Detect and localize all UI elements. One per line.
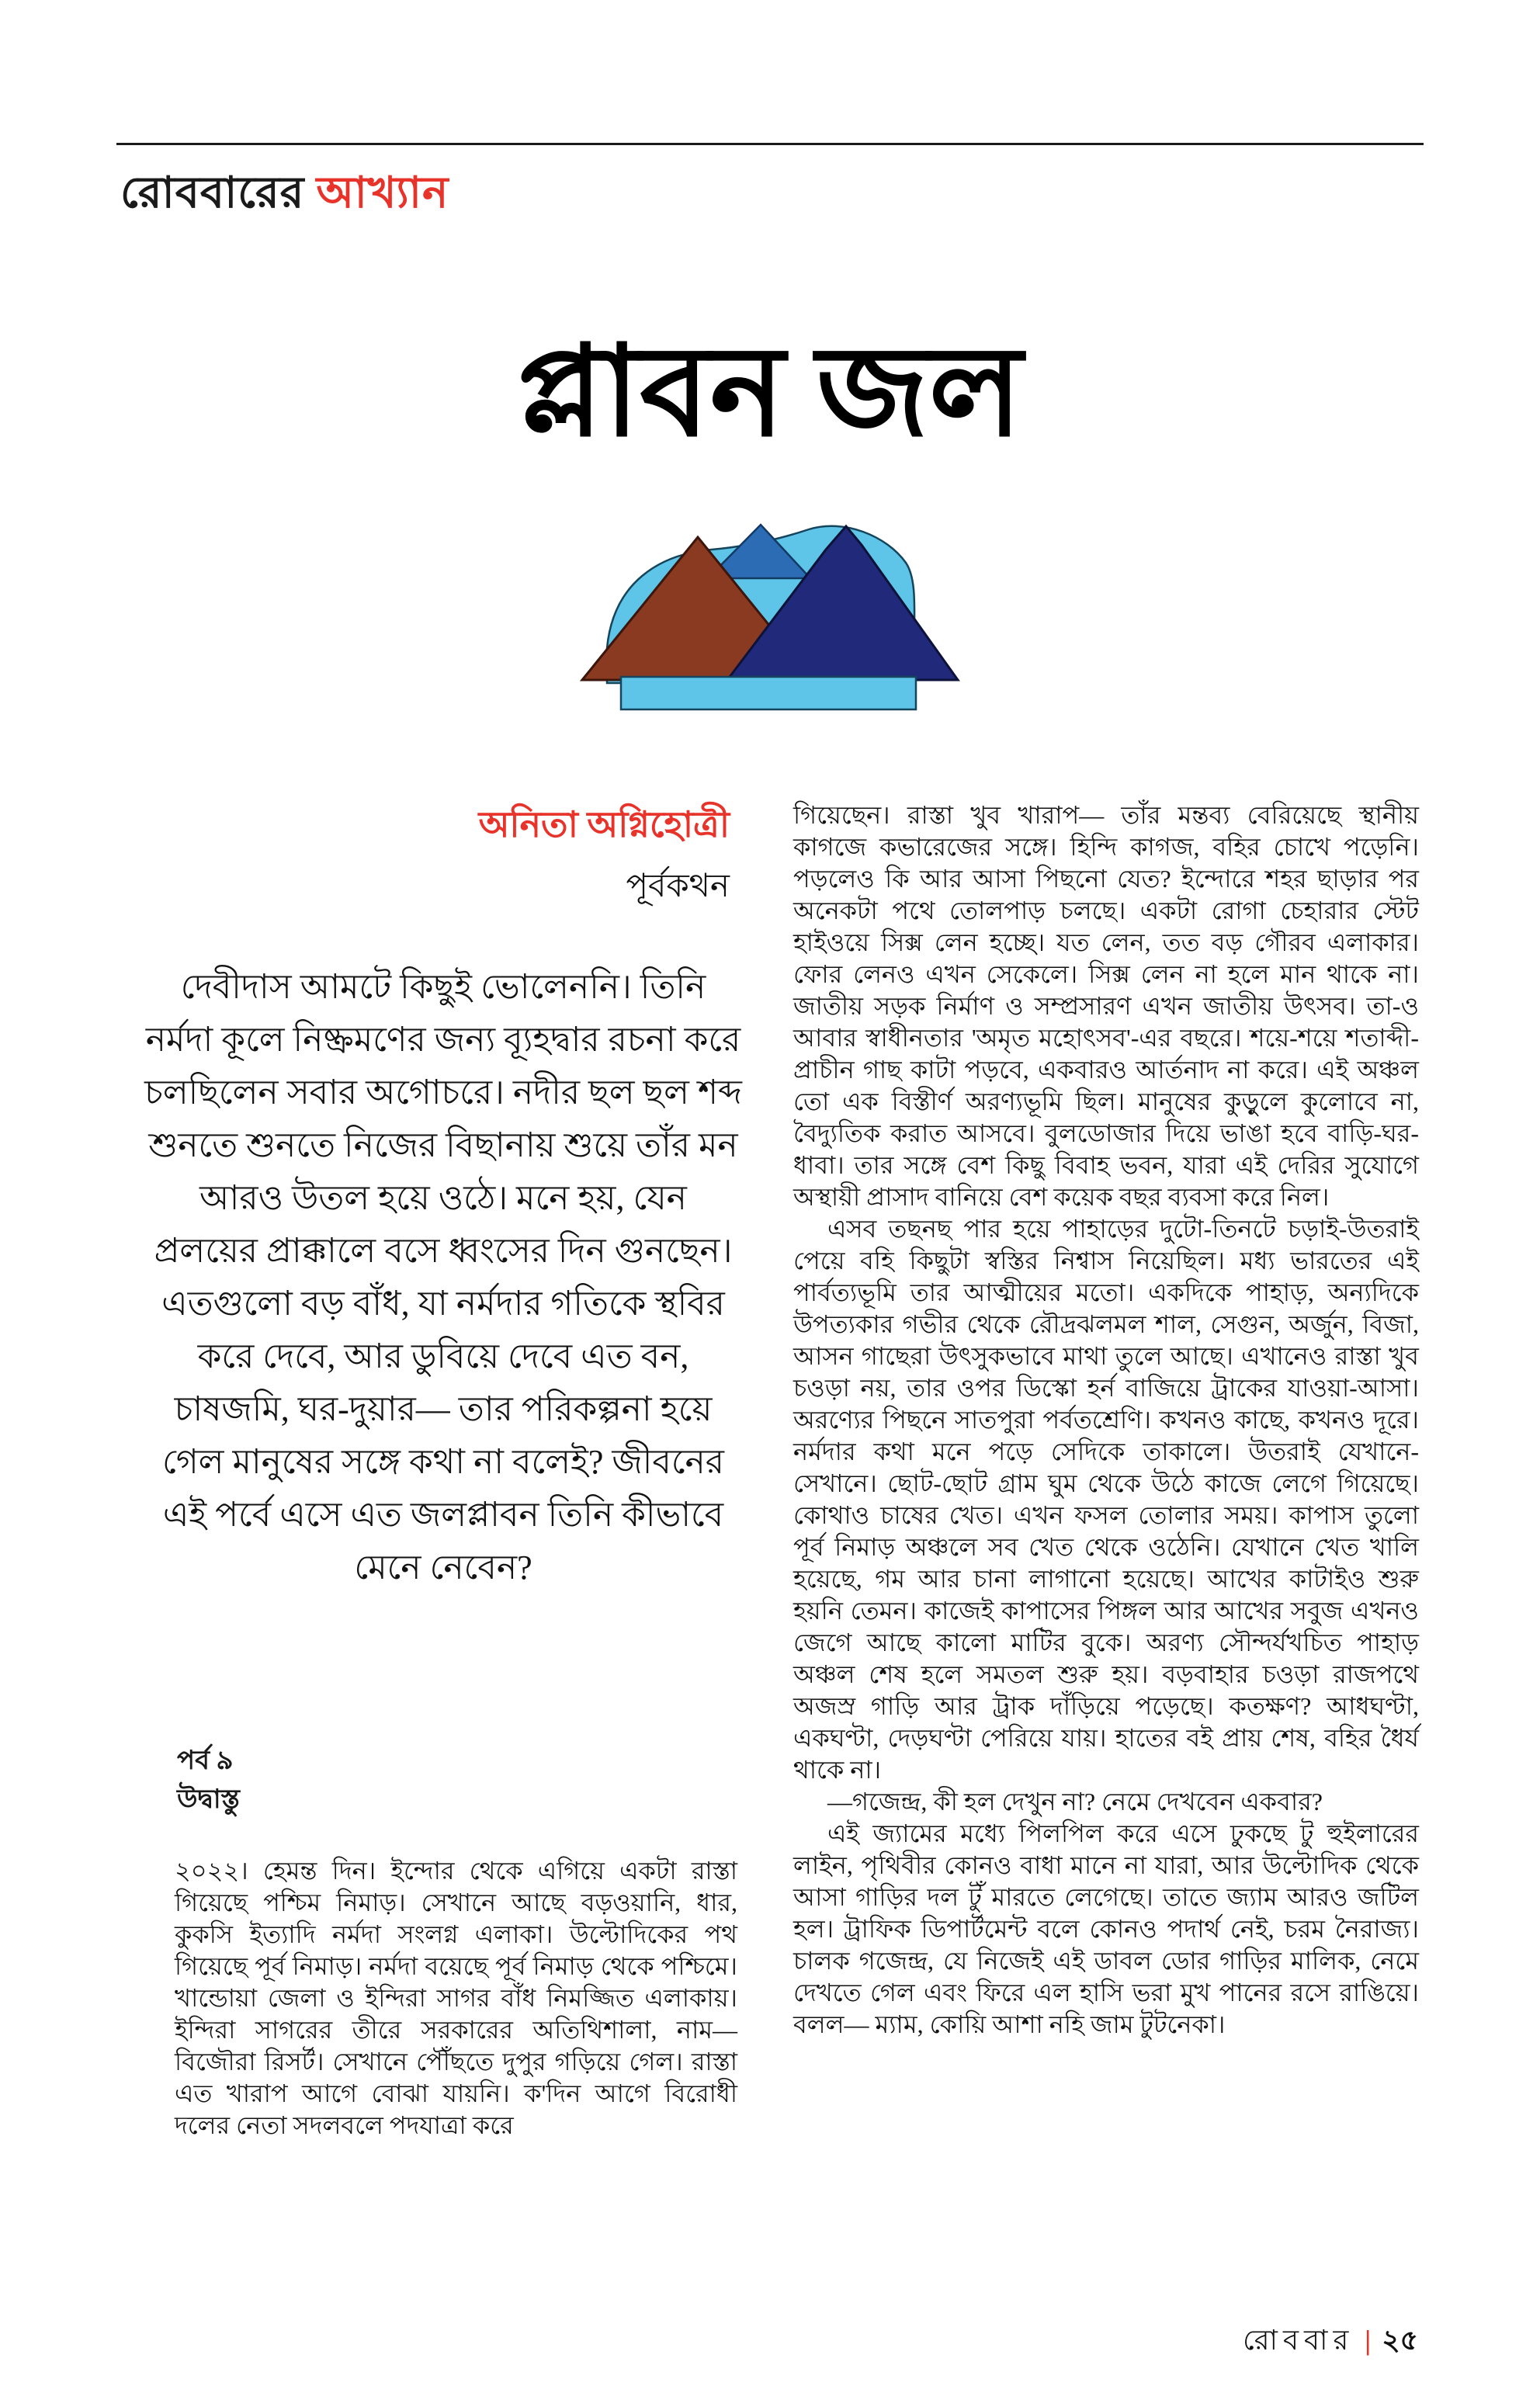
body-paragraph: গিয়েছেন। রাস্তা খুব খারাপ— তাঁর মন্তব্য বেরিয়েছে স্থানীয় কাগজে কভারেজের সঙ্গে। হিন্দি কাগজ, বহির চোখে পড়েনি। পড়লেও কি আর আসা পিছনো যেত? ইন্দোরে শহর ছাড়ার পর অনেকটা পথে তোলপাড় চলছে। একটা রোগা চেহারার স্টেট হাইওয়ে সিক্স লেন হচ্ছে। যত লেন, তত বড় গৌরব এলাকার। ফোর লেনও এখন সেকেলে। সিক্স লেন না হলে মান থাকে না। জাতীয় সড়ক নির্মাণ ও সম্প্রসারণ এখন জাতীয় উৎসব। তা-ও আবার স্বাধীনতার 'অমৃত মহোৎসব'-এর বছরে। শয়ে-শয়ে শতাব্দী-প্রাচীন গাছ কাটা পড়বে, একবারও আর্তনাদ না করে। এই অঞ্চল তো এক বিস্তীর্ণ অরণ্যভূমি ছিল। মানুষের কুড়ুলে কুলোবে না, বৈদ্যুতিক করাত আসবে। বুলডোজার দিয়ে ভাঙা হবে বাড়ি-ঘর-ধাবা। তার সঙ্গে বেশ কিছু বিবাহ ভবন, যারা এই দেরির সুযোগে অস্থায়ী প্রাসাদ বানিয়ে বেশ কয়েক বছর ব্যবসা করে নিল। (793, 801, 1419, 1211)
footer-magazine-name: রোববার (1243, 2325, 1354, 2356)
body-paragraph: ২০২২। হেমন্ত দিন। ইন্দোর থেকে এগিয়ে একটা রাস্তা গিয়েছে পশ্চিম নিমাড়। সেখানে আছে বড়ওয়ানি, ধার, কুকসি ইত্যাদি নর্মদা সংলগ্ন এলাকা। উল্টোদিকের পথ গিয়েছে পূর্ব নিমাড়। নর্মদা বয়েছে পূর্ব নিমাড় থেকে পশ্চিমে। খান্ডোয়া জেলা ও ইন্দিরা সাগর বাঁধ নিমজ্জিত এলাকায়। ইন্দিরা সাগরের তীরে সরকারের অতিথিশালা, নাম— বিজৌরা রিসর্ট। সেখানে পৌঁছতে দুপুর গড়িয়ে গেল। রাস্তা এত খারাপ আগে বোঝা যায়নি। ক'দিন আগে বিরোধী দলের নেতা সদলবলে পদযাত্রা করে (175, 1857, 737, 2139)
article-title: প্লাবন জল (517, 324, 1023, 463)
part-label: পর্ব ৯ (177, 1746, 234, 1775)
body-column-left (175, 1855, 737, 2142)
chapter-title: উদ্বাস্তু (177, 1785, 240, 1814)
article-illustration (553, 497, 987, 730)
body-column-right (793, 799, 1419, 2041)
author-byline: অনিতা অগ্নিহোত্রী (478, 805, 730, 844)
water-strip (621, 677, 916, 709)
masthead-red: আখ্যান (316, 169, 449, 217)
top-rule (116, 143, 1424, 145)
footer-separator: | (1365, 2325, 1372, 2356)
masthead-black: রোববারের (120, 169, 305, 217)
body-paragraph: এসব তছনছ পার হয়ে পাহাড়ের দুটো-তিনটে চড়াই-উতরাই পেয়ে বহি কিছুটা স্বস্তির নিশ্বাস নিয়েছিল। মধ্য ভারতের এই পার্বত্যভূমি তার আত্মীয়ের মতো। একদিকে পাহাড়, অন্যদিকে উপত্যকার গভীর থেকে রৌদ্রঝলমল শাল, সেগুন, অর্জুন, বিজা, আসন গাছেরা উৎসুকভাবে মাথা তুলে আছে। এখানেও রাস্তা খুব চওড়া নয়, তার ওপর ডিস্কো হর্ন বাজিয়ে ট্রাকের যাওয়া-আসা। অরণ্যের পিছনে সাতপুরা পর্বতশ্রেণি। কখনও কাছে, কখনও দূরে। নর্মদার কথা মনে পড়ে সেদিকে তাকালে। উতরাই যেখানে-সেখানে। ছোট-ছোট গ্রাম ঘুম থেকে উঠে কাজে লেগে গিয়েছে। কোথাও চাষের খেত। এখন ফসল তোলার সময়। কাপাস তুলো পূর্ব নিমাড় অঞ্চলে সব খেত থেকে ওঠেনি। যেখানে খেত খালি হয়েছে, গম আর চানা লাগানো হয়েছে। আখের কাটাইও শুরু হয়নি তেমন। কাজেই কাপাসের পিঙ্গল আর আখের সবুজ এখনও জেগে আছে কালো মাটির বুকে। অরণ্য সৌন্দর্যখচিত পাহাড় অঞ্চল শেষ হলে সমতল শুরু হয়। বড়বাহার চওড়া রাজপথে অজস্র গাড়ি আর ট্রাক দাঁড়িয়ে পড়েছে। কতক্ষণ? আধঘণ্টা, একঘণ্টা, দেড়ঘণ্টা পেরিয়ে যায়। হাতের বই প্রায় শেষ, বহির ধৈর্য থাকে না। (793, 1215, 1419, 1784)
mountains-water-illustration (553, 497, 987, 730)
body-paragraph: এই জ্যামের মধ্যে পিলপিল করে এসে ঢুকছে টু হুইলারের লাইন, পৃথিবীর কোনও বাধা মানে না যারা, আর উল্টোদিক থেকে আসা গাড়ির দল টুঁ মারতে লেগেছে। তাতে জ্যাম আরও জটিল হল। ট্রাফিক ডিপার্টমেন্ট বলে কোনও পদার্থ নেই, চরম নৈরাজ্য। চালক গজেন্দ্র, যে নিজেই এই ডাবল ডোর গাড়ির মালিক, নেমে দেখতে গেল এবং ফিরে এল হাসি ভরা মুখ পানের রসে রাঙিয়ে। বলল— ম্যাম, কোয়ি আশা নহি জাম টুটনেকা। (793, 1819, 1419, 2038)
page-footer (1243, 2319, 1418, 2366)
section-masthead (120, 159, 449, 232)
preface-label: পূর্বকথন (626, 869, 730, 904)
footer-page-number: ২৫ (1382, 2325, 1418, 2356)
dialogue-paragraph: —গজেন্দ্র, কী হল দেখুন না? নেমে দেখবেন একবার? (827, 1788, 1323, 1816)
article-intro: দেবীদাস আমটে কিছুই ভোলেননি। তিনি নর্মদা কূলে নিষ্ক্রমণের জন্য ব্যূহদ্বার রচনা করে চলছিলেন সবার অগোচরে। নদীর ছল ছল শব্দ শুনতে শুনতে নিজের বিছানায় শুয়ে তাঁর মন আরও উতল হয়ে ওঠে। মনে হয়, যেন প্রলয়ের প্রাক্কালে বসে ধ্বংসের দিন গুনছেন। এতগুলো বড় বাঁধ, যা নর্মদার গতিকে স্থবির করে দেবে, আর ডুবিয়ে দেবে এত বন, চাষজমি, ঘর-দুয়ার— তার পরিকল্পনা হয়ে গেল মানুষের সঙ্গে কথা না বলেই? জীবনের এই পর্বে এসে এত জলপ্লাবন তিনি কীভাবে মেনে নেবেন? (144, 968, 742, 1587)
